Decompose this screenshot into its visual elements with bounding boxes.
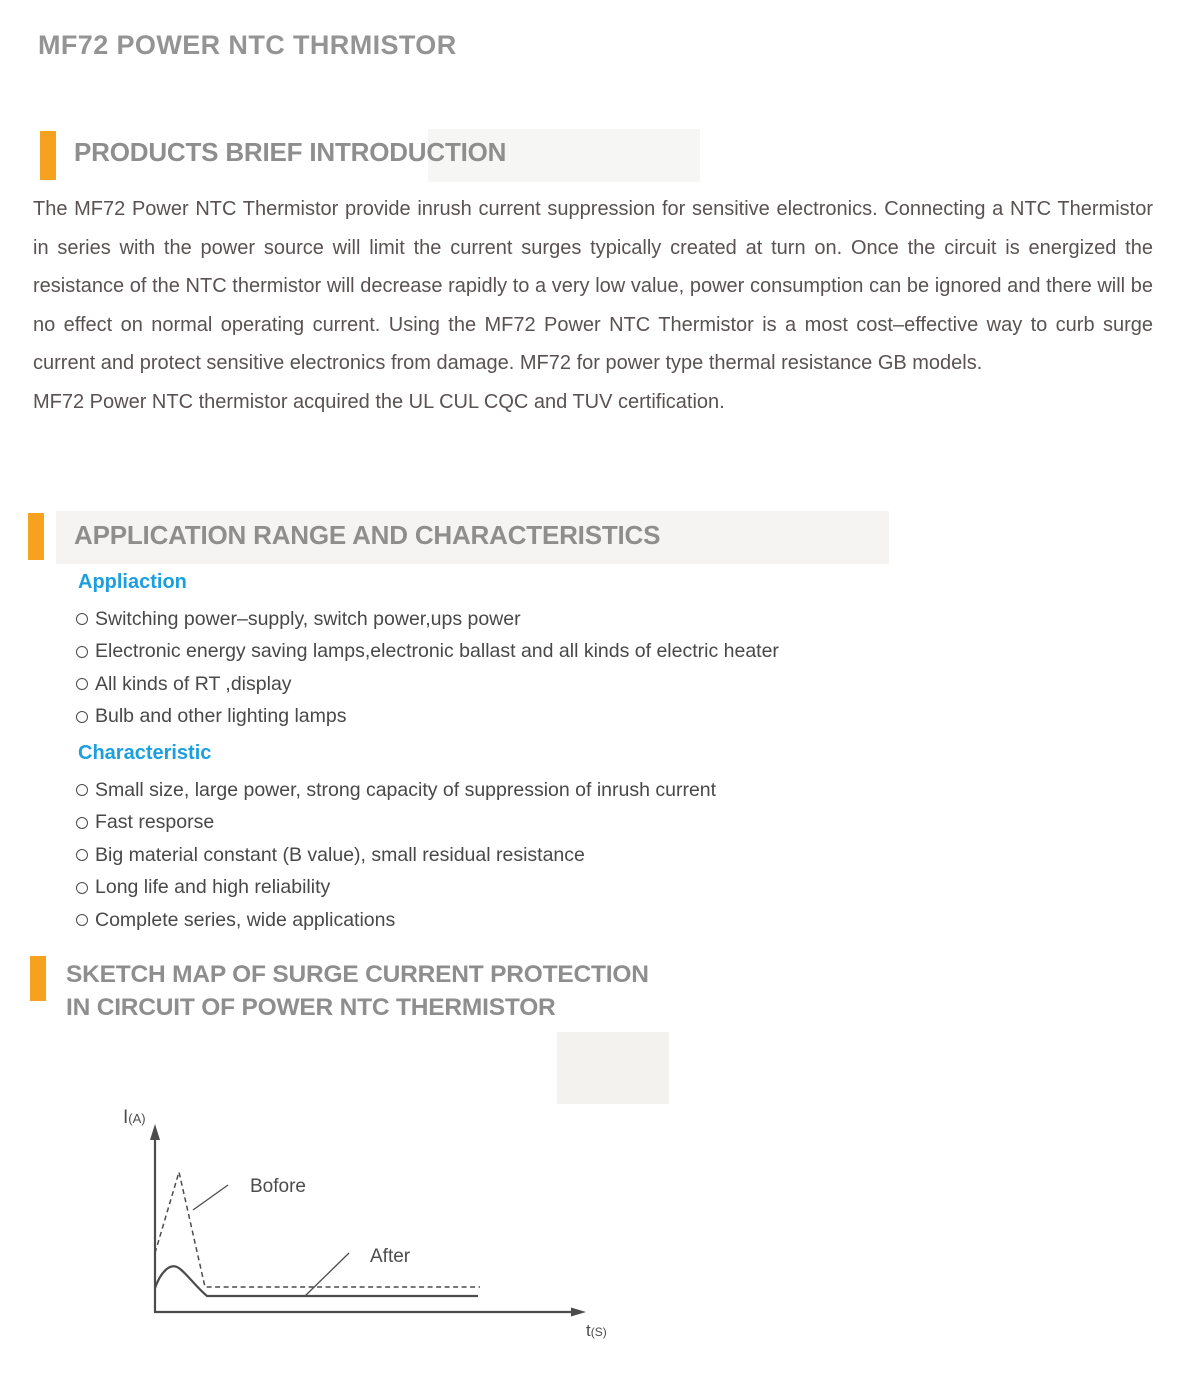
circle-bullet-icon [76, 914, 88, 926]
circle-bullet-icon [76, 613, 88, 625]
characteristic-list [76, 774, 716, 937]
y-axis-label [123, 1107, 146, 1128]
before-leader-line [193, 1185, 228, 1210]
list-item-label: All kinds of RT ,display [95, 672, 292, 695]
y-axis-label-main: I [123, 1107, 129, 1128]
intro-paragraph-1: The MF72 Power NTC Thermistor provide inrush current suppression for sensitive electronics. Connecting a NTC Thermistor in series with the power source will limit the current surges typically created at turn on. Once the circuit is energized the resistance of the NTC thermistor will decrease rapidly to a very low value, power consumption can be ignored and there will be no effect on normal operating current. Using the MF72 Power NTC Thermistor is a most cost–effective way to curb surge current and protect sensitive electronics from damage. MF72 for power type thermal resistance GB models. [33, 198, 1153, 374]
list-item [76, 774, 716, 807]
y-axis-label-sub: (A) [128, 1111, 146, 1126]
circle-bullet-icon [76, 784, 88, 796]
series-before-line [155, 1172, 480, 1287]
before-annotation: Bofore [250, 1176, 306, 1197]
circle-bullet-icon [76, 711, 88, 723]
circle-bullet-icon [76, 849, 88, 861]
list-item [76, 904, 716, 937]
list-item [76, 807, 716, 840]
intro-paragraph-2: MF72 Power NTC thermistor acquired the UL CUL CQC and TUV certification. [33, 390, 725, 413]
sketch-heading-line1: SKETCH MAP OF SURGE CURRENT PROTECTION [66, 961, 649, 988]
page-title: MF72 POWER NTC THRMISTOR [38, 30, 457, 60]
intro-text-block [33, 190, 1153, 421]
x-axis-label-sub: (S) [590, 1325, 607, 1339]
list-item-label: Complete series, wide applications [95, 908, 396, 931]
subheading-characteristic: Characteristic [78, 742, 212, 764]
section-heading-application-range: APPLICATION RANGE AND CHARACTERISTICS [74, 520, 661, 550]
list-item-label: Electronic energy saving lamps,electronic ballast and all kinds of electric heater [95, 640, 779, 663]
list-item-label: Switching power–supply, switch power,ups power [95, 607, 521, 630]
application-list [76, 603, 779, 733]
list-item [76, 701, 779, 734]
after-leader-line [305, 1253, 349, 1296]
circle-bullet-icon [76, 678, 88, 690]
surge-current-chart [98, 1093, 628, 1348]
list-item [76, 839, 716, 872]
section-heading-sketch [66, 958, 649, 1024]
section-heading-intro: PRODUCTS BRIEF INTRODUCTION [74, 137, 507, 167]
x-axis-label-main: t [586, 1321, 591, 1340]
after-annotation: After [370, 1246, 411, 1267]
list-item-label: Long life and high reliability [95, 876, 331, 899]
list-item-label: Bulb and other lighting lamps [95, 705, 347, 728]
subheading-application: Appliaction [78, 571, 187, 593]
list-item-label: Big material constant (B value), small residual resistance [95, 843, 585, 866]
circle-bullet-icon [76, 646, 88, 658]
sketch-heading-line2: IN CIRCUIT OF POWER NTC THERMISTOR [66, 994, 556, 1021]
list-item-label: Fast resporse [95, 811, 215, 834]
list-item [76, 603, 779, 636]
x-axis-arrow-icon [571, 1308, 586, 1317]
y-axis-arrow-icon [150, 1124, 160, 1140]
list-item [76, 872, 716, 905]
orange-section-marker [30, 956, 46, 1001]
circle-bullet-icon [76, 882, 88, 894]
orange-section-marker [28, 513, 44, 560]
list-item [76, 636, 779, 669]
orange-section-marker [40, 131, 56, 180]
list-item-label: Small size, large power, strong capacity of suppression of inrush current [95, 778, 717, 801]
x-axis-label [586, 1321, 607, 1340]
circle-bullet-icon [76, 817, 88, 829]
list-item [76, 668, 779, 701]
